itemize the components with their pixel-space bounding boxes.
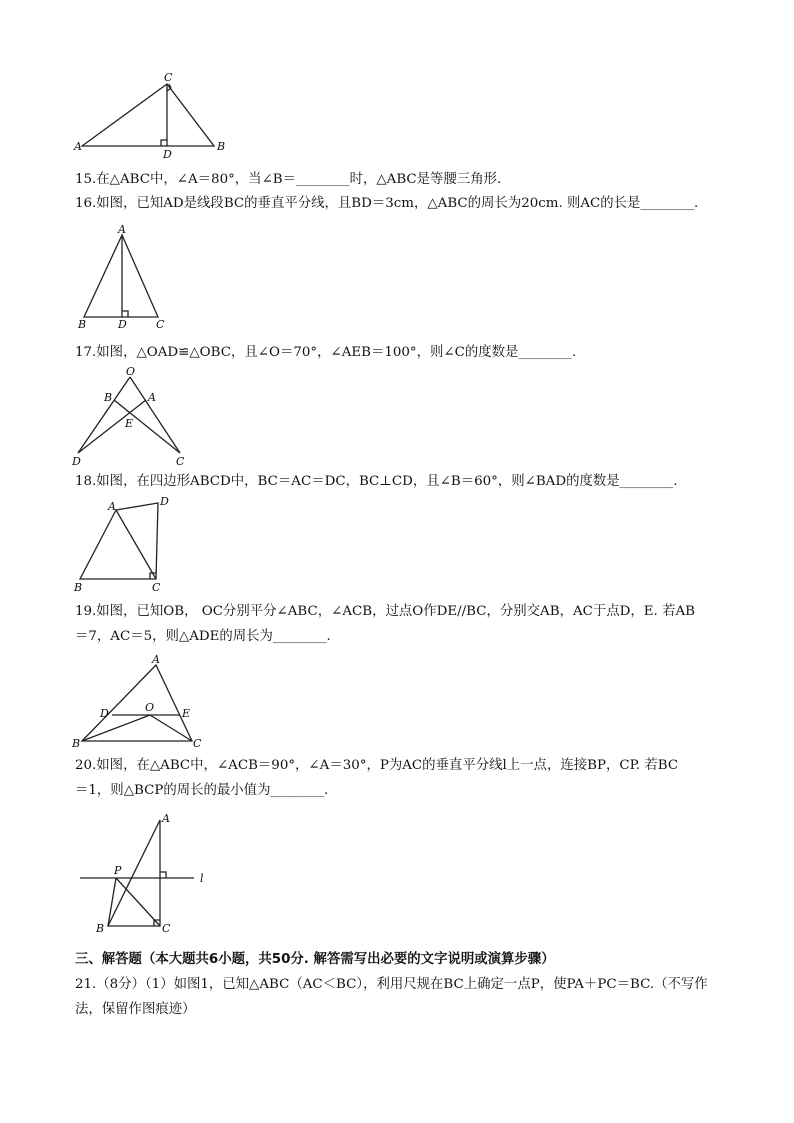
figure-q16-svg xyxy=(76,225,176,330)
figure-q18-svg xyxy=(72,495,182,595)
figure-q17 xyxy=(72,365,197,470)
label-b: B xyxy=(217,140,226,153)
label-p: P xyxy=(114,864,122,877)
figure-q19-svg xyxy=(72,655,212,755)
segment-od xyxy=(78,377,130,453)
label-l: l xyxy=(200,872,204,885)
question-21-line2: 法，保留作图痕迹） xyxy=(75,1002,196,1017)
question-16: 16.如图，已知AD是线段BC的垂直平分线，且BD＝3cm，△ABC的周长为20cm. 则AC的长是________. xyxy=(75,196,699,211)
label-b: B xyxy=(72,737,81,750)
question-20-line1: 20.如图，在△ABC中，∠ACB＝90°，∠A＝30°，P为AC的垂直平分线l上一点，连接BP，CP. 若BC xyxy=(75,758,679,773)
label-b: B xyxy=(74,581,83,594)
question-18: 18.如图，在四边形ABCD中，BC＝AC＝DC，BC⊥CD，且∠B＝60°，则∠BAD的度数是________. xyxy=(75,474,678,489)
label-c: C xyxy=(176,455,185,468)
figure-q15-svg xyxy=(72,70,242,160)
label-a: A xyxy=(148,391,156,404)
label-d: D xyxy=(72,455,81,468)
label-c: C xyxy=(156,318,165,331)
triangle-abc xyxy=(84,235,158,317)
right-angle-mark-d xyxy=(161,140,167,146)
segment-pc xyxy=(116,878,160,926)
label-b: B xyxy=(104,391,113,404)
label-d: D xyxy=(100,707,109,720)
label-c: C xyxy=(152,581,161,594)
segment-bo xyxy=(82,715,150,741)
figure-q20 xyxy=(72,810,222,935)
figure-q18 xyxy=(72,495,182,595)
question-17: 17.如图，△OAD≌△OBC，且∠O＝70°，∠AEB＝100°，则∠C的度数是________. xyxy=(75,345,577,360)
label-b: B xyxy=(78,318,87,331)
label-o: O xyxy=(126,365,136,378)
question-15: 15.在△ABC中，∠A＝80°，当∠B＝________时，△ABC是等腰三角形. xyxy=(75,172,502,187)
label-o: O xyxy=(145,701,155,714)
label-b: B xyxy=(96,922,105,935)
question-19-line1: 19.如图，已知OB， OC分别平分∠ABC，∠ACB，过点O作DE//BC，分别交AB，AC于点D，E. 若AB xyxy=(75,604,695,619)
figure-q17-svg xyxy=(72,365,197,470)
figure-q19 xyxy=(72,655,212,755)
figure-q20-svg xyxy=(72,810,222,935)
label-e: E xyxy=(125,417,134,430)
label-a: A xyxy=(162,812,170,825)
figure-q15 xyxy=(72,70,242,160)
section-3-title: 三、解答题（本大题共6小题，共50分. 解答需写出必要的文字说明或演算步骤） xyxy=(75,952,555,967)
label-c: C xyxy=(162,922,171,935)
figure-q16 xyxy=(76,225,176,330)
label-d: D xyxy=(118,318,127,331)
triangle-abc xyxy=(82,84,214,146)
label-e: E xyxy=(182,707,191,720)
question-19-line2: ＝7，AC＝5，则△ADE的周长为________. xyxy=(75,629,331,644)
label-c: C xyxy=(193,737,202,750)
label-a: A xyxy=(152,653,160,666)
right-angle-mark-d xyxy=(122,311,128,317)
label-d: D xyxy=(160,495,169,508)
label-a: A xyxy=(108,500,116,513)
right-angle-mark-l xyxy=(160,872,166,878)
label-a: A xyxy=(74,140,82,153)
label-a: A xyxy=(118,223,126,236)
segment-oc xyxy=(130,377,180,453)
segment-ad xyxy=(78,400,146,453)
label-c: C xyxy=(164,71,173,84)
label-d: D xyxy=(163,148,172,161)
diagonal-ac xyxy=(116,510,156,579)
segment-bc xyxy=(114,400,180,453)
triangle-abc xyxy=(82,665,192,741)
question-20-line2: ＝1，则△BCP的周长的最小值为________. xyxy=(75,783,329,798)
question-21-line1: 21.（8分）（1）如图1，已知△ABC（AC＜BC），利用尺规在BC上确定一点P，使PA＋PC＝BC.（不写作 xyxy=(75,977,708,992)
